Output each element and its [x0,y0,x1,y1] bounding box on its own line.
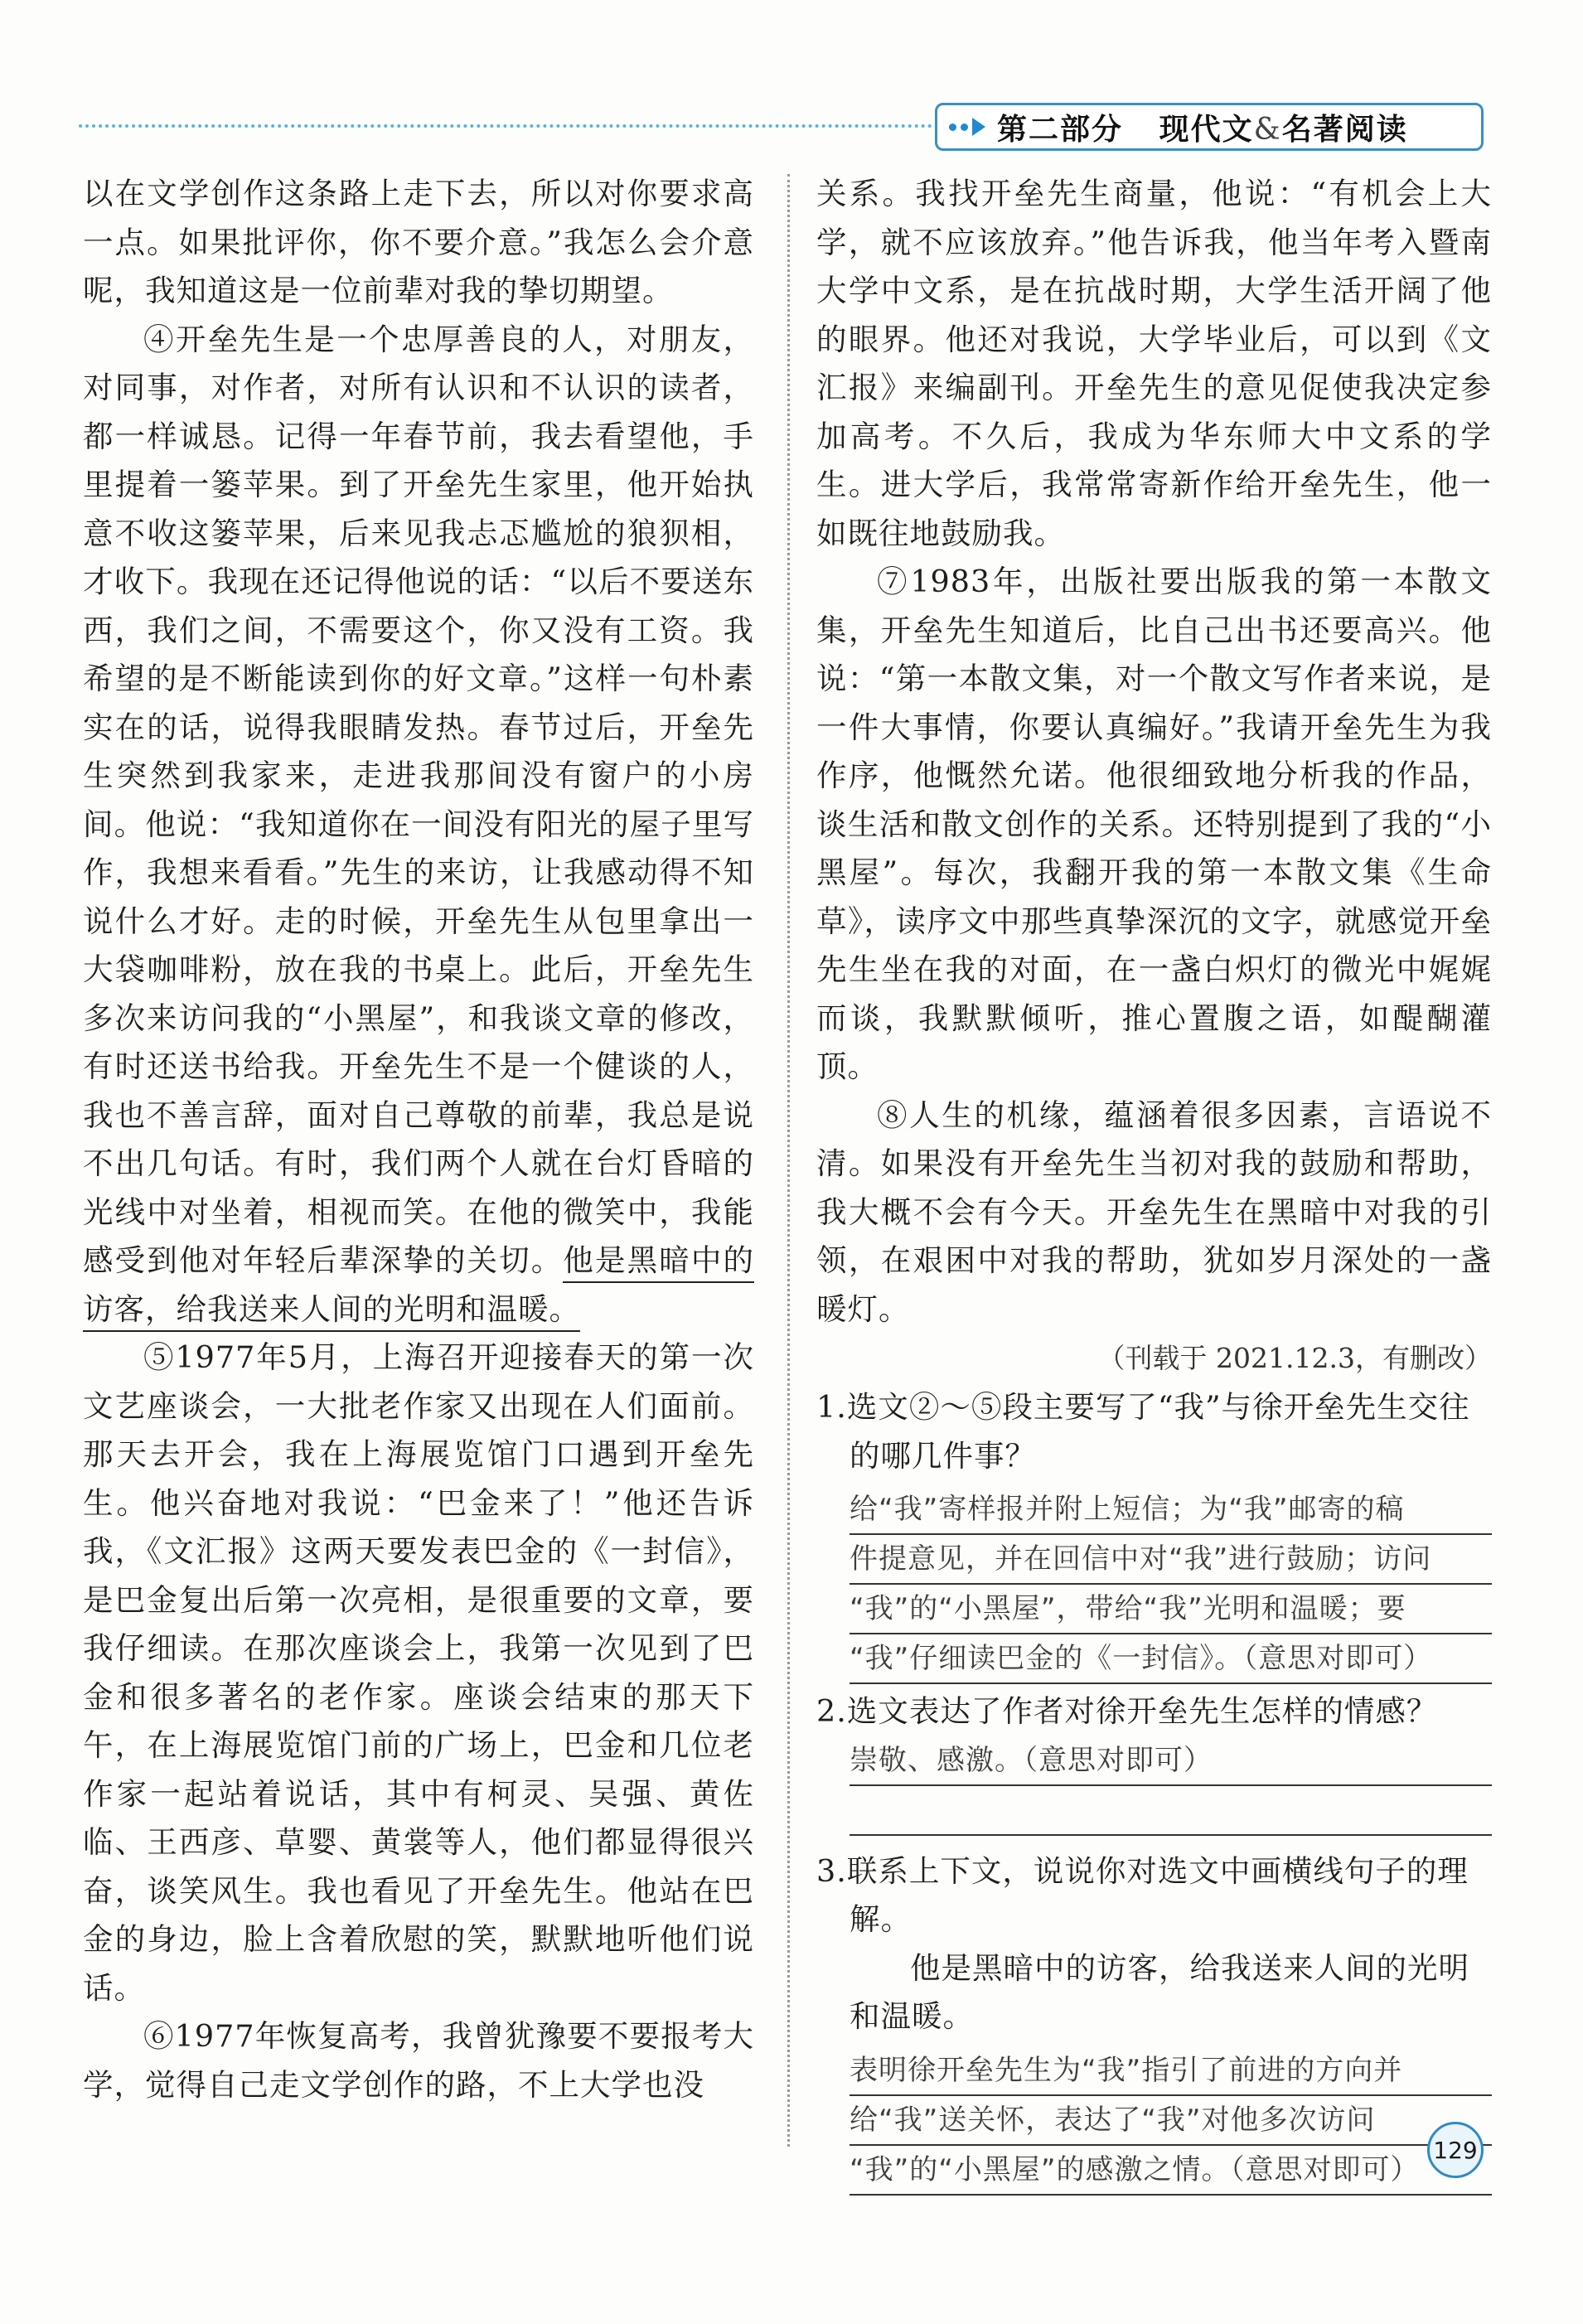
section-part-a: 现代文 [1159,112,1254,147]
section-part-b: 名著阅读 [1281,112,1408,147]
answer-3 [850,2046,1492,2196]
paragraph-3-continued: 以在文学创作这条路上走下去，所以对你要求高一点。如果批评你，你不要介意。”我怎么会介意呢，我知道这是一位前辈对我的挚切期望。 [83,176,754,308]
paragraph-6-start: ⑥1977年恢复高考，我曾犹豫要不要报考大学，觉得自己走文学创作的路，不上大学也没 [83,2018,754,2103]
question-1: 1.选文②～⑤段主要写了“我”与徐开垒先生交往的哪几件事？ [816,1389,1470,1474]
section-title [997,106,1408,148]
blank-answer-line [850,1786,1492,1836]
answer-line: 件提意见，并在回信中对“我”进行鼓励；访问 [850,1535,1492,1585]
paragraph-6-continued: 关系。我找开垒先生商量，他说：“有机会上大学，就不应该放弃。”他告诉我，他当年考入暨南大学中文系，是在抗战时期，大学生活开阔了他的眼界。他还对我说，大学毕业后，可以到《文汇报》来编副刊。开垒先生的意见促使我决定参加高考。不久后，我成为华东师大中文系的学生。进大学后，我常常寄新作给开垒先生，他一如既往地鼓励我。 [816,176,1492,551]
underlined-sentence: 他是黑暗中的访客，给我送来人间的光明和温暖。 [83,1242,754,1332]
right-column [816,170,1492,2196]
header-dotted-rule [79,124,932,128]
column-divider [787,174,790,2147]
answer-line: “我”仔细读巴金的《一封信》。（意思对即可） [850,1634,1492,1684]
question-3-quote: 他是黑暗中的访客，给我送来人间的光明和温暖。 [850,1949,1469,2034]
source-citation: （刊载于 2021.12.3，有删改） [1097,1342,1492,1374]
answer-line: 给“我”送关怀，表达了“我”对他多次访问 [850,2096,1492,2146]
answer-line: 表明徐开垒先生为“我”指引了前进的方向并 [850,2046,1492,2096]
answer-line: “我”的“小黑屋”，带给“我”光明和温暖；要 [850,1585,1492,1634]
paragraph-8: ⑧人生的机缘，蕴涵着很多因素，言语说不清。如果没有开垒先生当初对我的鼓励和帮助，我大概不会有今天。开垒先生在黑暗中对我的引领，在艰困中对我的帮助，犹如岁月深处的一盏暖灯。 [816,1097,1492,1327]
ampersand: & [1253,112,1282,147]
left-column [83,170,754,2109]
section-header [935,103,1484,151]
question-3: 3.联系上下文，说说你对选文中画横线句子的理解。 [816,1852,1469,1937]
page-number: 129 [1427,2122,1484,2178]
section-name: 第二部分 [997,112,1124,147]
question-2: 2.选文表达了作者对徐开垒先生怎样的情感？ [816,1693,1438,1729]
paragraph-5: ⑤1977年5月，上海召开迎接春天的第一次文艺座谈会，一大批老作家又出现在人们面前。那天去开会，我在上海展览馆门口遇到开垒先生。他兴奋地对我说：“巴金来了！”他还告诉我，《文汇报》这两天要发表巴金的《一封信》，是巴金复出后第一次亮相，是很重要的文章，要我仔细读。在那次座谈会上，我第一次见到了巴金和很多著名的老作家。座谈会结束的那天下午，在上海展览馆门前的广场上，巴金和几位老作家一起站着说话，其中有柯灵、吴强、黄佐临、王西彦、草婴、黄裳等人，他们都显得很兴奋，谈笑风生。我也看见了开垒先生。他站在巴金的身边，脸上含着欣慰的笑，默默地听他们说话。 [83,1339,754,2006]
arrow-icon [949,118,985,136]
paragraph-4 [83,316,754,1334]
paragraph-7: ⑦1983年，出版社要出版我的第一本散文集，开垒先生知道后，比自己出书还要高兴。他说：“第一本散文集，对一个散文写作者来说，是一件大事情，你要认真编好。”我请开垒先生为我作序，他慨然允诺。他很细致地分析我的作品，谈生活和散文创作的关系。还特别提到了我的“小黑屋”。每次，我翻开我的第一本散文集《生命草》，读序文中那些真挚深沉的文字，就感觉开垒先生坐在我的对面，在一盏白炽灯的微光中娓娓而谈，我默默倾听，推心置腹之语，如醍醐灌顶。 [816,564,1492,1084]
answer-line: “我”的“小黑屋”的感激之情。（意思对即可） [850,2146,1492,2196]
paragraph-4-text: ④开垒先生是一个忠厚善良的人，对朋友，对同事，对作者，对所有认识和不认识的读者，都一样诚恳。记得一年春节前，我去看望他，手里提着一篓苹果。到了开垒先生家里，他开始执意不收这篓苹果，后来见我忐忑尴尬的狼狈相，才收下。我现在还记得他说的话：“以后不要送东西，我们之间，不需要这个，你又没有工资。我希望的是不断能读到你的好文章。”这样一句朴素实在的话，说得我眼睛发热。春节过后，开垒先生突然到我家来，走进我那间没有窗户的小房间。他说：“我知道你在一间没有阳光的屋子里写作，我想来看看。”先生的来访，让我感动得不知说什么才好。走的时候，开垒先生从包里拿出一大袋咖啡粉，放在我的书桌上。此后，开垒先生多次来访问我的“小黑屋”，和我谈文章的修改，有时还送书给我。开垒先生不是一个健谈的人，我也不善言辞，面对自己尊敬的前辈，我总是说不出几句话。有时，我们两个人就在台灯昏暗的光线中对坐着，相视而笑。在他的微笑中，我能感受到他对年轻后辈深挚的关切。 [83,321,754,1278]
answer-line: 给“我”寄样报并附上短信；为“我”邮寄的稿 [850,1485,1492,1535]
answer-line: 崇敬、感激。（意思对即可） [850,1736,1492,1786]
answer-2 [850,1736,1492,1786]
answer-1 [850,1485,1492,1684]
